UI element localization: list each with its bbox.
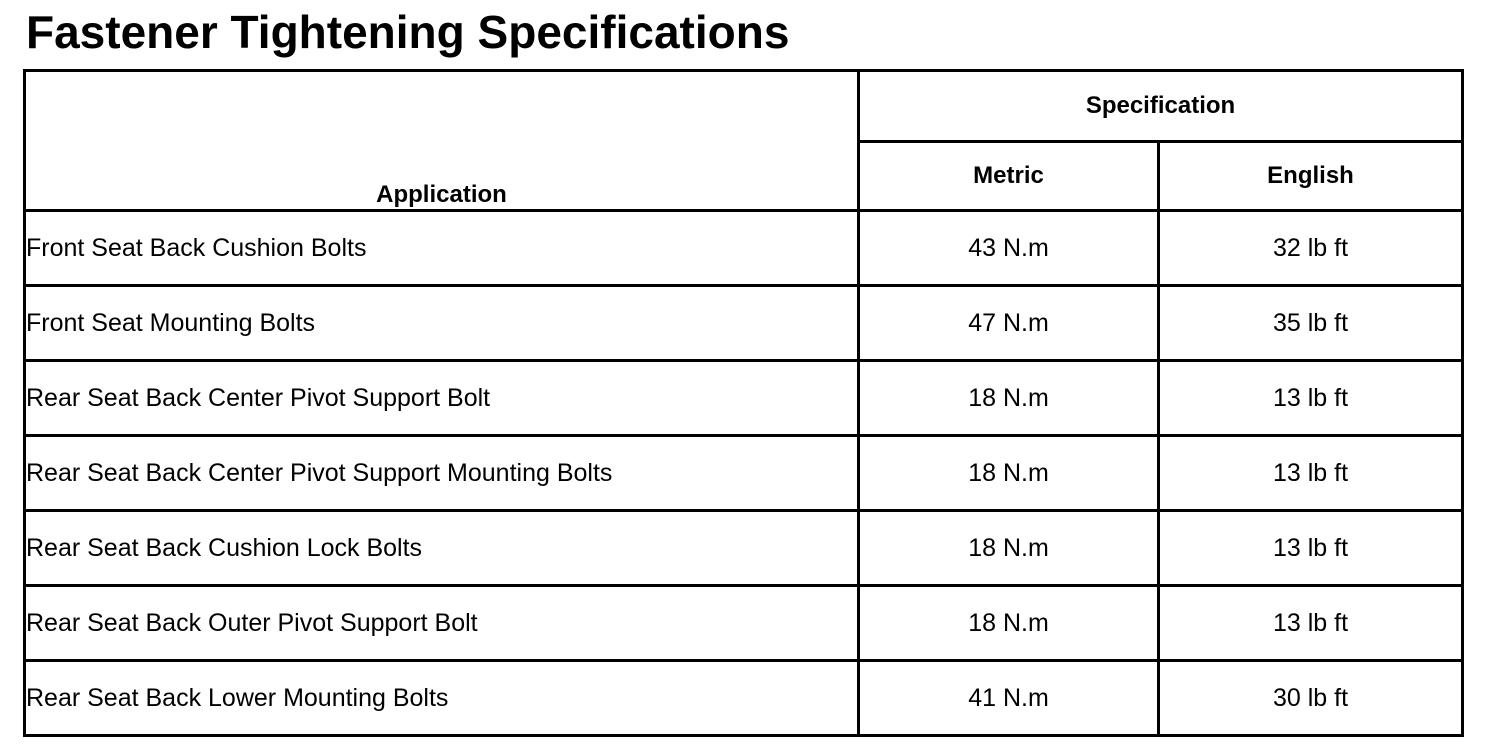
application-cell: Rear Seat Back Lower Mounting Bolts bbox=[25, 661, 859, 736]
application-cell: Front Seat Back Cushion Bolts bbox=[25, 211, 859, 286]
table-row bbox=[25, 586, 1463, 661]
table-row bbox=[25, 286, 1463, 361]
application-cell: Rear Seat Back Center Pivot Support Mounting Bolts bbox=[25, 436, 859, 511]
english-cell: 13 lb ft bbox=[1159, 586, 1463, 661]
column-header-application: Application bbox=[25, 71, 859, 211]
metric-cell: 18 N.m bbox=[859, 511, 1159, 586]
english-cell: 13 lb ft bbox=[1159, 511, 1463, 586]
english-cell: 35 lb ft bbox=[1159, 286, 1463, 361]
table-header-row bbox=[25, 71, 1463, 142]
metric-cell: 18 N.m bbox=[859, 361, 1159, 436]
english-cell: 32 lb ft bbox=[1159, 211, 1463, 286]
table-row bbox=[25, 661, 1463, 736]
metric-cell: 41 N.m bbox=[859, 661, 1159, 736]
application-cell: Rear Seat Back Center Pivot Support Bolt bbox=[25, 361, 859, 436]
metric-cell: 43 N.m bbox=[859, 211, 1159, 286]
english-cell: 13 lb ft bbox=[1159, 361, 1463, 436]
metric-cell: 18 N.m bbox=[859, 436, 1159, 511]
column-header-specification: Specification bbox=[859, 71, 1463, 142]
table-row bbox=[25, 361, 1463, 436]
table-row bbox=[25, 511, 1463, 586]
fastener-spec-table bbox=[23, 69, 1464, 737]
metric-cell: 47 N.m bbox=[859, 286, 1159, 361]
application-cell: Rear Seat Back Outer Pivot Support Bolt bbox=[25, 586, 859, 661]
table-row bbox=[25, 211, 1463, 286]
english-cell: 13 lb ft bbox=[1159, 436, 1463, 511]
column-header-metric: Metric bbox=[859, 142, 1159, 211]
table-row bbox=[25, 436, 1463, 511]
page-title: Fastener Tightening Specifications bbox=[26, 6, 790, 58]
application-cell: Rear Seat Back Cushion Lock Bolts bbox=[25, 511, 859, 586]
metric-cell: 18 N.m bbox=[859, 586, 1159, 661]
column-header-english: English bbox=[1159, 142, 1463, 211]
english-cell: 30 lb ft bbox=[1159, 661, 1463, 736]
application-cell: Front Seat Mounting Bolts bbox=[25, 286, 859, 361]
